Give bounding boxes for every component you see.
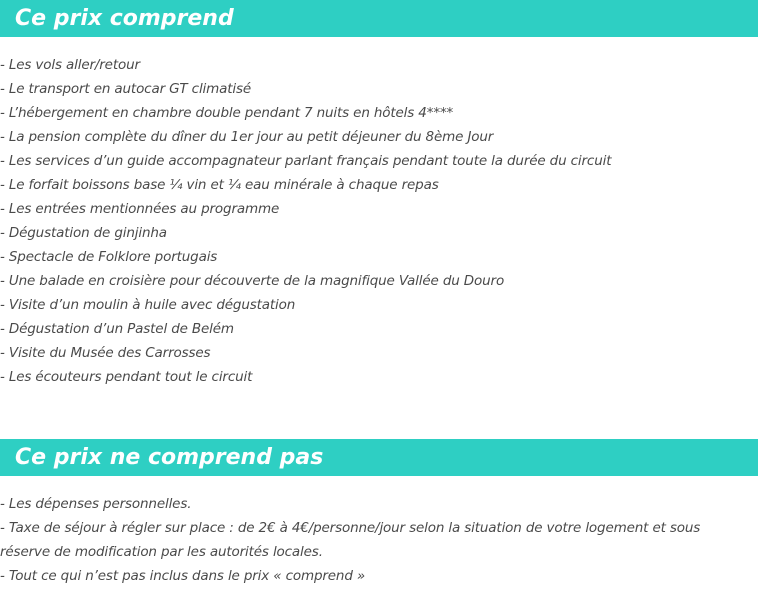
list-item: - L’hébergement en chambre double pendant 7 nuits en hôtels 4****: [0, 105, 454, 121]
list-item: - Les écouteurs pendant tout le circuit: [0, 369, 253, 385]
list-item: - Spectacle de Folklore portugais: [0, 249, 218, 265]
list-item: - Le transport en autocar GT climatisé: [0, 81, 252, 97]
list-item: - Les vols aller/retour: [0, 57, 140, 73]
excluded-section-title: Ce prix ne comprend pas: [0, 439, 758, 476]
excluded-items-list: [0, 492, 758, 588]
list-item: - Visite d’un moulin à huile avec dégustation: [0, 297, 296, 313]
included-section-title: Ce prix comprend: [0, 0, 758, 37]
list-item: - Les dépenses personnelles.: [0, 496, 192, 512]
list-item: - Les entrées mentionnées au programme: [0, 201, 280, 217]
list-item: - Visite du Musée des Carrosses: [0, 345, 211, 361]
list-item: - Les services d’un guide accompagnateur parlant français pendant toute la durée du circuit: [0, 153, 612, 169]
included-items-list: [0, 53, 758, 389]
list-item: - Le forfait boissons base ¼ vin et ¼ eau minérale à chaque repas: [0, 177, 439, 193]
list-item: - Tout ce qui n’est pas inclus dans le prix « comprend »: [0, 568, 366, 584]
list-item: - La pension complète du dîner du 1er jour au petit déjeuner du 8ème Jour: [0, 129, 494, 145]
list-item: - Une balade en croisière pour découverte de la magnifique Vallée du Douro: [0, 273, 505, 289]
list-item: - Dégustation d’un Pastel de Belém: [0, 321, 234, 337]
list-item: - Taxe de séjour à régler sur place : de 2€ à 4€/personne/jour selon la situation de votre logement et sous réserve de modification par les autorités locales.: [0, 520, 701, 560]
list-item: - Dégustation de ginjinha: [0, 225, 167, 241]
